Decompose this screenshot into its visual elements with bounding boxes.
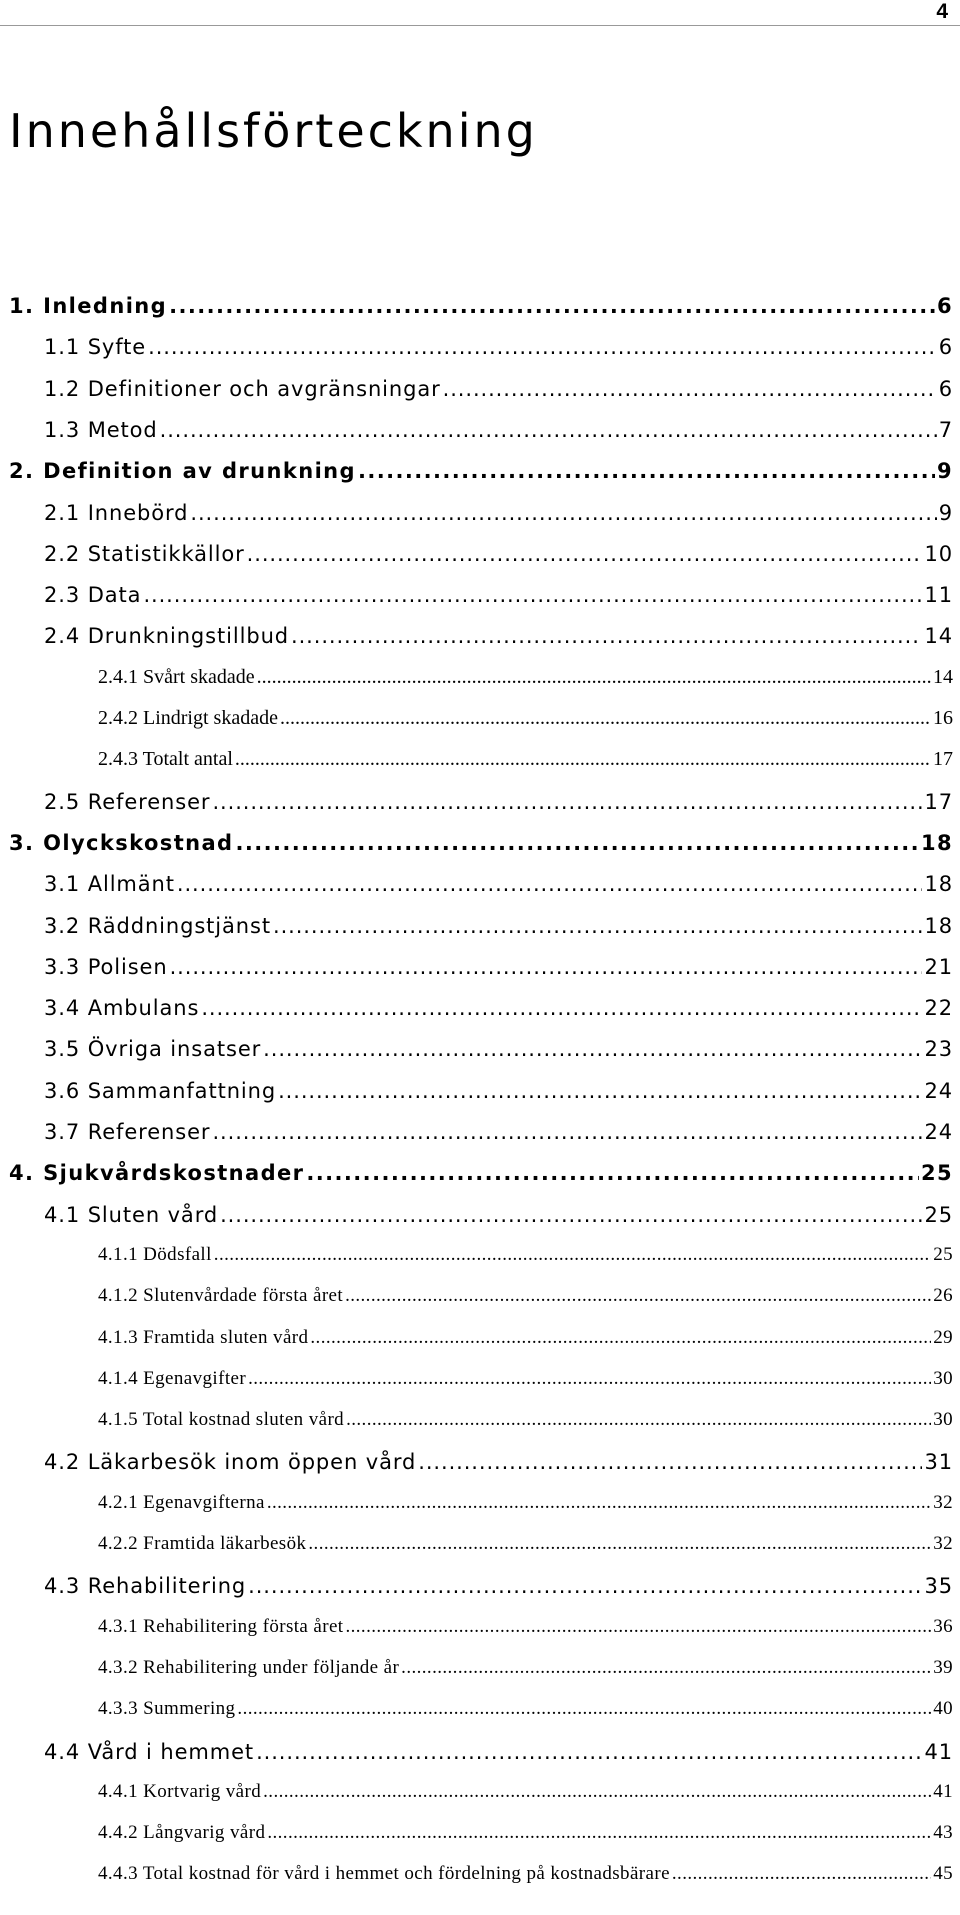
toc-entry[interactable]	[44, 1740, 953, 1764]
toc-entry-label	[98, 1863, 670, 1885]
toc-entry-page: 16	[933, 707, 953, 729]
toc-entry-page: 39	[933, 1657, 953, 1678]
toc-entry-number: 2.4.2	[98, 707, 138, 729]
toc-entry-title: Svårt skadade	[143, 666, 255, 688]
toc-entry-label	[9, 294, 167, 318]
toc-entry-title: Inledning	[43, 294, 168, 318]
dot-leader	[177, 872, 923, 896]
toc-entry-label	[98, 1616, 343, 1638]
toc-entry-number: 4.1.4	[98, 1368, 138, 1389]
dot-leader	[214, 1244, 931, 1266]
toc-entry-label	[9, 459, 356, 483]
dot-leader	[263, 1781, 931, 1803]
toc-entry[interactable]	[98, 1327, 953, 1349]
toc-entry[interactable]	[44, 1037, 953, 1061]
toc-entry-title: Summering	[143, 1698, 236, 1719]
toc-entry-title: Framtida läkarbesök	[143, 1533, 307, 1554]
toc-entry[interactable]	[44, 542, 953, 566]
toc-entry-page: 17	[933, 748, 953, 770]
dot-leader	[169, 294, 935, 318]
dot-leader	[248, 1574, 922, 1598]
toc-entry-number: 1.	[9, 294, 35, 318]
toc-entry[interactable]	[44, 1079, 953, 1103]
dot-leader	[256, 1740, 922, 1764]
toc-entry-number: 1.1	[44, 335, 81, 359]
toc-entry-number: 2.5	[44, 790, 81, 814]
dot-leader	[401, 1657, 931, 1679]
dot-leader	[248, 1368, 931, 1390]
toc-entry-number: 4.2.1	[98, 1492, 138, 1513]
toc-entry-label	[98, 1327, 308, 1349]
toc-entry-number: 2.3	[44, 583, 81, 607]
toc-entry-number: 2.4.3	[98, 748, 138, 770]
toc-entry-title: Övriga insatser	[87, 1037, 262, 1061]
dot-leader	[160, 418, 937, 442]
dot-leader	[291, 624, 922, 648]
toc-entry[interactable]	[98, 1781, 953, 1803]
toc-entry-label	[44, 1120, 210, 1144]
toc-entry-label	[98, 1285, 343, 1307]
toc-entry-number: 4.1.2	[98, 1285, 138, 1306]
toc-entry-title: Egenavgifter	[143, 1368, 247, 1389]
dot-leader	[235, 831, 918, 855]
toc-entry-page: 30	[933, 1368, 953, 1389]
toc-entry-title: Referenser	[87, 790, 211, 814]
toc-entry-label	[44, 790, 210, 814]
toc-entry-number: 2.4.1	[98, 666, 138, 688]
toc-entry-label	[44, 1450, 416, 1474]
toc-entry[interactable]	[98, 666, 953, 689]
dot-leader	[308, 1533, 931, 1555]
toc-entry[interactable]	[44, 790, 953, 814]
toc-entry-title: Kortvarig vård	[143, 1781, 262, 1802]
toc-entry[interactable]	[44, 914, 953, 938]
toc-entry-number: 4.4.2	[98, 1822, 138, 1843]
toc-entry-number: 4.3.1	[98, 1616, 138, 1637]
toc-entry-number: 4.4	[44, 1740, 81, 1764]
toc-entry-label	[98, 748, 233, 771]
dot-leader	[345, 1616, 931, 1638]
toc-entry-number: 4.	[9, 1161, 35, 1185]
toc-entry-number: 2.4	[44, 624, 81, 648]
toc-entry-page: 22	[924, 996, 953, 1020]
toc-entry[interactable]	[98, 748, 953, 771]
toc-entry-title: Läkarbesök inom öppen vård	[87, 1450, 417, 1474]
dot-leader	[310, 1327, 931, 1349]
toc-entry[interactable]	[98, 1409, 953, 1431]
toc-entry-page: 35	[924, 1574, 953, 1598]
toc-entry-title: Rehabilitering	[87, 1574, 247, 1598]
toc-entry-title: Statistikkällor	[87, 542, 245, 566]
toc-entry[interactable]	[44, 624, 953, 648]
toc-entry-title: Vård i hemmet	[87, 1740, 255, 1764]
toc-entry-label	[44, 501, 188, 525]
toc-entry[interactable]	[98, 1698, 953, 1720]
toc-entry-label	[44, 872, 175, 896]
dot-leader	[237, 1698, 931, 1720]
toc-entry-title: Total kostnad för vård i hemmet och fördelning på kostnadsbärare	[142, 1863, 670, 1884]
toc-entry-label	[44, 1079, 276, 1103]
toc-entry-title: Långvarig vård	[143, 1822, 266, 1843]
toc-entry[interactable]	[44, 955, 953, 979]
dot-leader	[346, 1409, 931, 1431]
toc-entry-label	[44, 1203, 218, 1227]
dot-leader	[190, 501, 936, 525]
toc-entry-label	[44, 335, 146, 359]
toc-entry-page: 26	[933, 1285, 953, 1306]
toc-entry-label	[44, 583, 141, 607]
toc-entry-page: 17	[924, 790, 953, 814]
toc-entry[interactable]	[98, 1533, 953, 1555]
toc-entry-label	[44, 996, 199, 1020]
toc-entry-label	[44, 377, 441, 401]
toc-entry-number: 3.5	[44, 1037, 81, 1061]
toc-entry-title: Sluten vård	[87, 1203, 219, 1227]
page-title: Innehållsförteckning	[9, 104, 538, 158]
toc-entry-title: Sjukvårdskostnader	[43, 1161, 305, 1185]
toc-entry-title: Innebörd	[87, 501, 189, 525]
toc-entry-page: 24	[924, 1120, 953, 1144]
header-rule	[0, 25, 960, 26]
dot-leader	[443, 377, 937, 401]
toc-entry-label	[98, 1492, 265, 1514]
toc-entry-number: 4.2.2	[98, 1533, 138, 1554]
toc-entry-title: Metod	[87, 418, 158, 442]
toc-entry-title: Syfte	[87, 335, 147, 359]
toc-entry[interactable]	[44, 996, 953, 1020]
toc-entry-title: Dödsfall	[143, 1244, 212, 1265]
dot-leader	[263, 1037, 922, 1061]
toc-entry-page: 30	[933, 1409, 953, 1430]
toc-entry-title: Räddningstjänst	[87, 914, 271, 938]
toc-entry[interactable]	[98, 1616, 953, 1638]
toc-entry-page: 31	[924, 1450, 953, 1474]
toc-entry-label	[44, 542, 245, 566]
toc-entry-title: Rehabilitering första året	[143, 1616, 344, 1637]
toc-entry-page: 23	[924, 1037, 953, 1061]
toc-entry-label	[98, 1822, 265, 1844]
toc-entry-number: 3.1	[44, 872, 81, 896]
toc-entry-title: Ambulans	[87, 996, 200, 1020]
toc-entry-title: Definitioner och avgränsningar	[87, 377, 441, 401]
toc-entry-label	[44, 418, 158, 442]
toc-entry-page: 14	[933, 666, 953, 688]
dot-leader	[267, 1822, 931, 1844]
toc-entry-number: 3.3	[44, 955, 81, 979]
toc-entry[interactable]	[98, 1368, 953, 1390]
toc-entry-number: 2.1	[44, 501, 81, 525]
toc-entry-label	[98, 1533, 306, 1555]
toc-entry-page: 21	[924, 955, 953, 979]
toc-entry-title: Framtida sluten vård	[143, 1327, 309, 1348]
toc-entry-title: Polisen	[87, 955, 168, 979]
toc-entry-label	[98, 666, 255, 689]
dot-leader	[280, 707, 931, 730]
toc-entry[interactable]	[44, 1450, 953, 1474]
toc-entry[interactable]	[44, 418, 953, 442]
toc-entry-number: 3.7	[44, 1120, 81, 1144]
dot-leader	[220, 1203, 922, 1227]
toc-entry-label	[44, 955, 168, 979]
dot-leader	[235, 748, 931, 771]
dot-leader	[273, 914, 922, 938]
toc-entry[interactable]	[98, 1822, 953, 1844]
dot-leader	[267, 1492, 931, 1514]
toc-entry-page: 32	[933, 1492, 953, 1513]
toc-entry[interactable]	[9, 459, 953, 483]
toc-entry-title: Lindrigt skadade	[143, 707, 278, 729]
toc-entry-page: 40	[933, 1698, 953, 1719]
toc-entry-page: 6	[936, 294, 953, 318]
toc-entry-title: Total kostnad sluten vård	[142, 1409, 345, 1430]
toc-entry-number: 3.6	[44, 1079, 81, 1103]
toc-entry[interactable]	[98, 1492, 953, 1514]
toc-entry-number: 4.3	[44, 1574, 81, 1598]
toc-entry-number: 3.	[9, 831, 35, 855]
dot-leader	[170, 955, 923, 979]
toc-entry-title: Allmänt	[87, 872, 175, 896]
toc-entry-page: 43	[933, 1822, 953, 1843]
toc-entry-title: Rehabilitering under följande år	[143, 1657, 400, 1678]
toc-entry[interactable]	[44, 1120, 953, 1144]
toc-entry-number: 4.4.1	[98, 1781, 138, 1802]
dot-leader	[201, 996, 922, 1020]
toc-entry[interactable]	[44, 501, 953, 525]
toc-entry-page: 6	[938, 377, 953, 401]
toc-entry-number: 4.3.2	[98, 1657, 138, 1678]
toc-entry-title: Data	[87, 583, 142, 607]
toc-entry-title: Egenavgifterna	[143, 1492, 265, 1513]
toc-entry-page: 6	[938, 335, 953, 359]
toc-entry-number: 1.3	[44, 418, 81, 442]
toc-entry-page: 45	[933, 1863, 953, 1884]
toc-entry-page: 18	[924, 872, 953, 896]
dot-leader	[345, 1285, 931, 1307]
toc-entry-title: Olyckskostnad	[43, 831, 234, 855]
toc-entry-label	[44, 1740, 254, 1764]
toc-entry-label	[98, 1657, 399, 1679]
toc-entry[interactable]	[98, 707, 953, 730]
toc-entry-page: 14	[924, 624, 953, 648]
dot-leader	[148, 335, 937, 359]
toc-entry-title: Drunkningstillbud	[87, 624, 290, 648]
toc-entry-page: 41	[933, 1781, 953, 1802]
toc-entry-label	[9, 1161, 304, 1185]
toc-entry-page: 10	[924, 542, 953, 566]
toc-entry[interactable]	[44, 335, 953, 359]
toc-entry-page: 11	[924, 583, 953, 607]
dot-leader	[278, 1079, 922, 1103]
toc-entry-number: 3.2	[44, 914, 81, 938]
toc-entry-label	[98, 707, 278, 730]
toc-entry-number: 1.2	[44, 377, 81, 401]
toc-entry[interactable]	[98, 1863, 953, 1885]
dot-leader	[306, 1161, 919, 1185]
toc-entry[interactable]	[44, 1574, 953, 1598]
toc-entry-page: 24	[924, 1079, 953, 1103]
dot-leader	[672, 1863, 931, 1885]
toc-entry[interactable]	[98, 1657, 953, 1679]
toc-entry-label	[44, 1037, 261, 1061]
toc-entry-page: 18	[920, 831, 953, 855]
toc-entry-title: Totalt antal	[142, 748, 233, 770]
toc-entry-number: 2.2	[44, 542, 81, 566]
toc-entry[interactable]	[44, 872, 953, 896]
toc-entry-page: 29	[933, 1327, 953, 1348]
toc-entry[interactable]	[98, 1285, 953, 1307]
toc-entry-page: 32	[933, 1533, 953, 1554]
toc-entry[interactable]	[9, 294, 953, 318]
toc-entry[interactable]	[44, 377, 953, 401]
toc-entry[interactable]	[9, 1161, 953, 1185]
toc-entry-label	[98, 1781, 261, 1803]
toc-entry-number: 4.2	[44, 1450, 81, 1474]
toc-entry-page: 41	[924, 1740, 953, 1764]
toc-entry-page: 25	[933, 1244, 953, 1265]
toc-entry-number: 2.	[9, 459, 35, 483]
toc-entry-title: Definition av drunkning	[43, 459, 356, 483]
toc-entry-label	[44, 914, 271, 938]
toc-entry-number: 4.3.3	[98, 1698, 138, 1719]
toc-entry-number: 4.1.3	[98, 1327, 138, 1348]
toc-entry-label	[98, 1244, 212, 1266]
toc-entry-label	[44, 1574, 246, 1598]
toc-entry[interactable]	[44, 583, 953, 607]
toc-entry-number: 4.4.3	[98, 1863, 138, 1884]
toc-entry[interactable]	[44, 1203, 953, 1227]
toc-entry[interactable]	[98, 1244, 953, 1266]
dot-leader	[247, 542, 923, 566]
toc-entry-page: 25	[920, 1161, 953, 1185]
toc-entry-page: 25	[924, 1203, 953, 1227]
toc-entry-label	[98, 1698, 235, 1720]
toc-entry[interactable]	[9, 831, 953, 855]
toc-entry-page: 9	[938, 501, 953, 525]
toc-entry-page: 36	[933, 1616, 953, 1637]
toc-entry-number: 4.1	[44, 1203, 81, 1227]
toc-entry-label	[98, 1368, 246, 1390]
toc-entry-label	[9, 831, 233, 855]
dot-leader	[257, 666, 931, 689]
toc-entry-title: Slutenvårdade första året	[143, 1285, 344, 1306]
toc-entry-label	[98, 1409, 344, 1431]
toc-entry-page: 18	[924, 914, 953, 938]
dot-leader	[212, 1120, 922, 1144]
toc-entry-number: 4.1.1	[98, 1244, 138, 1265]
toc-entry-label	[44, 624, 289, 648]
toc-entry-number: 4.1.5	[98, 1409, 138, 1430]
dot-leader	[212, 790, 922, 814]
dot-leader	[143, 583, 922, 607]
dot-leader	[358, 459, 935, 483]
toc-entry-title: Referenser	[87, 1120, 211, 1144]
toc-entry-number: 3.4	[44, 996, 81, 1020]
toc-entry-title: Sammanfattning	[87, 1079, 277, 1103]
toc-entry-page: 9	[936, 459, 953, 483]
toc-entry-page: 7	[938, 418, 953, 442]
dot-leader	[418, 1450, 922, 1474]
page-number: 4	[936, 0, 948, 23]
